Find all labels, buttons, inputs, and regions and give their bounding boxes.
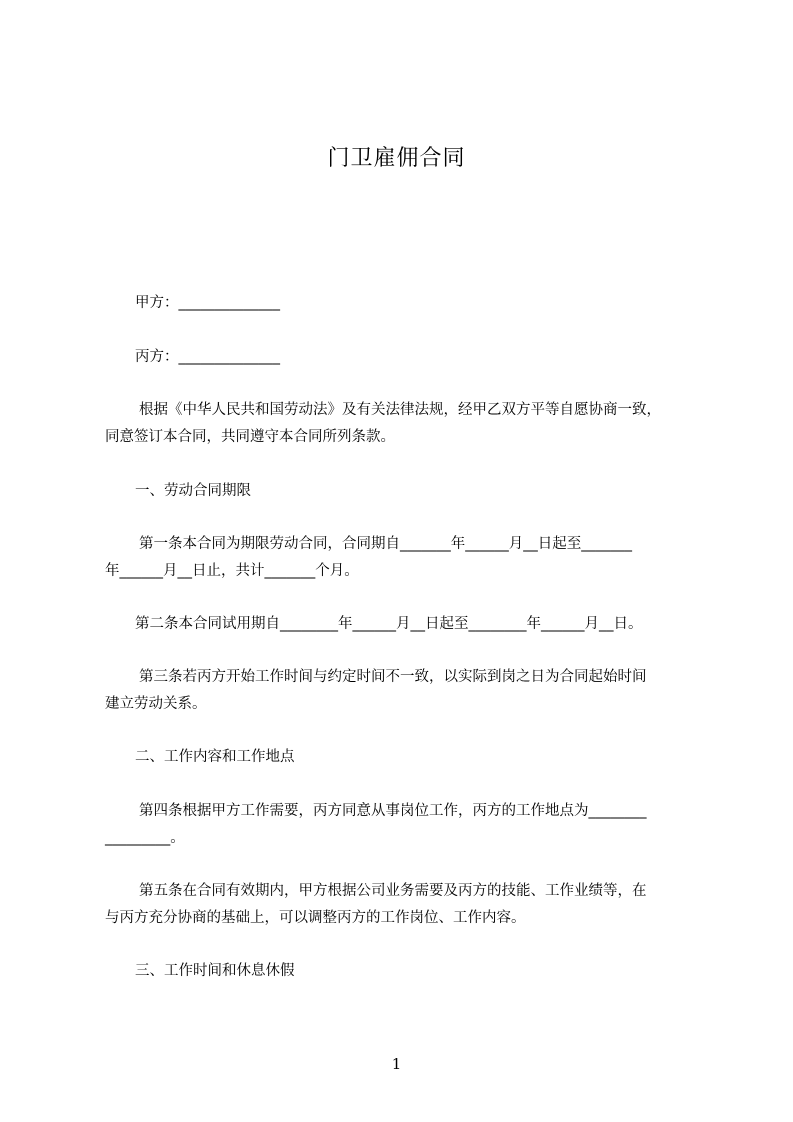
article-4-line-1: 第四条根据甲方工作需要，丙方同意从事岗位工作，丙方的工作地点为________ [139,803,647,819]
article-1-line-2: 年______月__日止，共计_______个月。 [105,563,359,579]
preamble-line-2: 同意签订本合同，共同遵守本合同所列条款。 [105,429,395,445]
section-heading-1: 一、劳动合同期限 [135,483,251,499]
article-1-line-1: 第一条本合同为期限劳动合同，合同期自_______年______月__日起至_______ [139,536,632,552]
preamble-line-1: 根据《中华人民共和国劳动法》及有关法律法规，经甲乙双方平等自愿协商一致， [139,402,661,418]
page-number: 1 [391,1055,402,1073]
document-title: 门卫雇佣合同 [327,146,466,171]
section-heading-2: 二、工作内容和工作地点 [135,749,295,765]
article-3-line-2: 建立劳动关系。 [105,696,207,712]
party-a-line: 甲方：______________ [135,295,280,311]
article-3-line-1: 第三条若丙方开始工作时间与约定时间不一致，以实际到岗之日为合同起始时间 [139,669,647,685]
party-c-line: 丙方：______________ [135,349,280,365]
article-5-line-2: 与丙方充分协商的基础上，可以调整丙方的工作岗位、工作内容。 [105,910,526,926]
article-2-line: 第二条本合同试用期自________年______月__日起至________年______月__日。 [135,616,643,632]
section-heading-3: 三、工作时间和休息休假 [135,963,295,979]
article-4-line-2: _________。 [105,830,185,846]
article-5-line-1: 第五条在合同有效期内，甲方根据公司业务需要及丙方的技能、工作业绩等，在 [139,883,647,899]
